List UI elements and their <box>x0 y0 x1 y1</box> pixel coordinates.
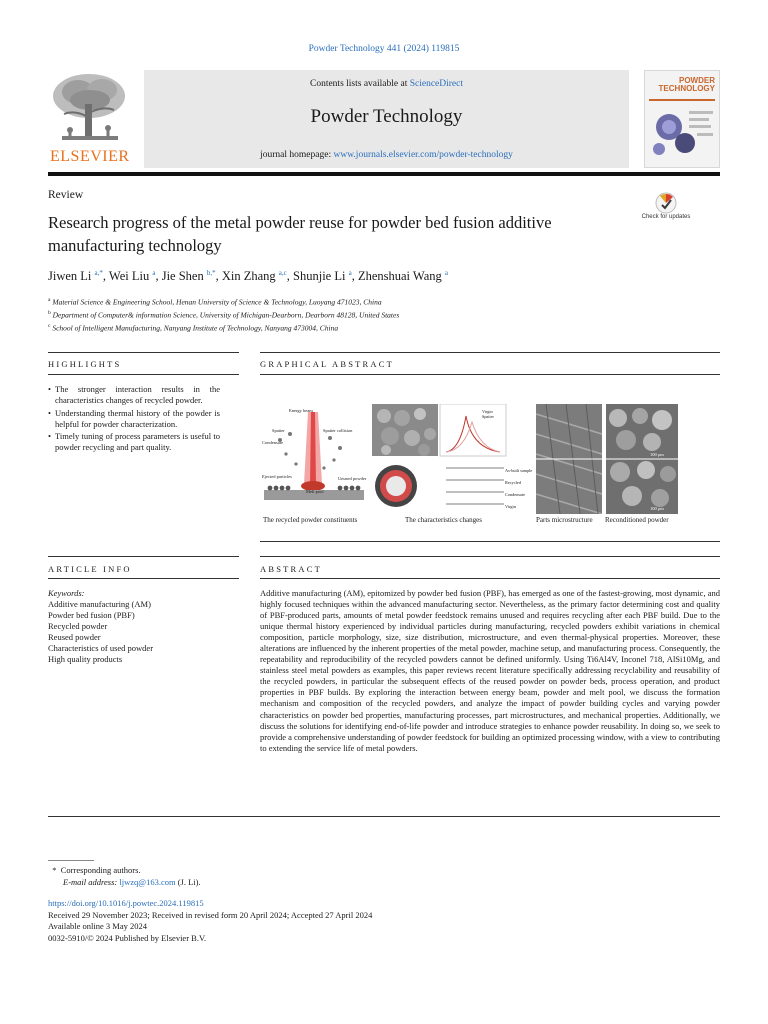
highlight-item: • Understanding thermal history of the powder is helpful for powder characterization. <box>48 408 220 431</box>
email-label: E-mail address: <box>63 877 118 887</box>
keywords-label: Keywords: <box>48 588 85 598</box>
label-energy-beam: Energy beam <box>289 408 313 413</box>
graphical-abstract-rule-bottom <box>260 541 720 542</box>
author[interactable]: Shunjie Li $^a$ <box>293 269 352 284</box>
cover-art-icon <box>645 71 719 167</box>
keyword[interactable]: Characteristics of used powder <box>48 643 154 653</box>
legend-item: Spatter <box>482 414 494 419</box>
author[interactable]: Wei Liu $^a$ <box>108 269 156 284</box>
cover-title-line2: TECHNOLOGY <box>658 84 715 93</box>
abstract-text: Additive manufacturing (AM), epitomized by powder bed fusion (PBF), has emerged as one of the fastest-growing, most dynamic, and highly focused techniques within the advanced manufacturing sector. Nevertheless, as the primary factor determining cost and quality of PBF-produced parts, amounts of metal powder feedstock remains unused and requires recycling after each PBF build. Due to the unique thermal history experienced by individual particles during manufacturing, recycled powders exhibit variations in chemical composition, particle morphology, size, size distribution, microstructure, and even thermal-physical properties. Moreover, these alterations are influenced by the inherent properties of the metal powder, machine setup, and manufacturing process. Consequently, the repeatability and reproducibility of the recycled powders cannot be defined uniformly. Using Ti6Al4V, Inconel 718, AlSi10Mg, and stainless steel metal powders as examples, this paper reviews recent literature specifically addressing recyclability and reusability of the recycled powders, in particular the subsequent effects of the reused powder on powder beds, process operation, and product properties in PBF builds. By exploring the interaction between energy beam, powder and melt pool, we discuss the formation mechanism and composition of the recycled powders, and analyze the impact of powder building cycles and varying powder characteristics on powder bed properties, manufacturing processes, part microstructures, and mechanical properties. Additionally, we discuss the solutions for identifying end-of-life powder and introduce strategies to enhance powder reusability. In doing so, we seek to provide a comprehensive understanding of powder feedstock for building an optimized processing window, with a view to contributing to extending the service life of metal powders. <box>260 588 720 753</box>
graphical-abstract-heading: GRAPHICAL ABSTRACT <box>260 359 394 369</box>
article-type: Review <box>48 189 84 201</box>
highlights-list <box>48 384 220 455</box>
process-schematic-icon <box>260 404 368 514</box>
ga-caption: The characteristics changes <box>405 516 482 524</box>
label-melt-pool: Melt pool <box>306 489 324 494</box>
label-spatter: Spatter <box>272 428 285 433</box>
scale-bar-label: 100 μm <box>650 452 664 457</box>
article-info-heading: ARTICLE INFO <box>48 564 132 574</box>
journal-masthead <box>48 70 720 168</box>
available-online: Available online 3 May 2024 <box>48 921 147 932</box>
cover-title-line1: POWDER <box>679 76 715 85</box>
abstract-heading: ABSTRACT <box>260 564 322 574</box>
highlight-item: • Timely tuning of process parameters is useful to powder recycling and part quality. <box>48 431 220 454</box>
author[interactable]: Xin Zhang $^{a,c}$ <box>221 269 287 284</box>
graphical-abstract-figure[interactable] <box>260 404 678 528</box>
label-spatter-collision: Spatter collision <box>323 428 353 433</box>
keyword[interactable]: High quality products <box>48 654 123 664</box>
keyword[interactable]: Additive manufacturing (AM) <box>48 599 151 609</box>
author[interactable]: Jie Shen $^{b,*}$ <box>161 269 216 284</box>
label-ejected-particles: Ejected particles <box>262 474 292 479</box>
highlights-rule <box>48 374 239 375</box>
copyright: 0032-5910/© 2024 Published by Elsevier B.V. <box>48 932 207 943</box>
doi-link[interactable]: https://doi.org/10.1016/j.powtec.2024.119815 <box>48 898 204 908</box>
affiliation: $^c$ School of Intelligent Manufacturing, Nanyang Institute of Technology, Nanyang 473004, China <box>48 323 339 333</box>
keywords-block <box>48 588 228 665</box>
abstract-rule <box>260 578 720 579</box>
email-link[interactable]: ljwzq@163.com <box>119 877 176 887</box>
keyword[interactable]: Reused powder <box>48 632 101 642</box>
contents-prefix: Contents lists available at <box>309 79 410 89</box>
legend-item: Virgin <box>482 409 493 414</box>
journal-name[interactable]: Powder Technology <box>310 106 463 127</box>
received-dates: Received 29 November 2023; Received in revised form 20 April 2024; Accepted 27 April 2024 <box>48 909 373 920</box>
author-list: Jiwen Li $^{a,*}$, Wei Liu $^a$, Jie Shen $^{b,*}$, Xin Zhang $^{a,c}$, Shunjie Li $^a$, Zhenshuai Wang $^a$ <box>48 269 448 284</box>
characteristics-panel-icon <box>372 404 506 514</box>
abstract-rule-top <box>260 556 720 557</box>
affiliation: $^b$ Department of Computer& information Science, University of Michigan-Dearborn, Dearborn 48128, United States <box>48 310 400 320</box>
publisher-wordmark: ELSEVIER <box>50 148 130 165</box>
scale-bar-label: 100 μm <box>650 506 664 511</box>
elsevier-logo[interactable] <box>48 70 130 168</box>
masthead-rule <box>48 172 720 176</box>
xrd-line-label: As-built sample <box>505 468 533 473</box>
author[interactable]: Jiwen Li $^{a,*}$ <box>48 269 103 284</box>
journal-reference[interactable]: Powder Technology 441 (2024) 119815 <box>308 44 460 54</box>
tree-logo-icon <box>48 70 130 148</box>
microstructure-panel-icon <box>536 404 602 514</box>
xrd-line-label: Condensate <box>505 492 526 497</box>
footnote-rule <box>48 860 94 861</box>
keyword[interactable]: Powder bed fusion (PBF) <box>48 610 135 620</box>
corresponding-note: * Corresponding authors. <box>52 865 141 875</box>
reconditioned-powder-panel-icon <box>606 404 678 514</box>
graphical-abstract-art <box>260 404 678 514</box>
contents-line <box>144 79 629 89</box>
article-info-rule <box>48 578 239 579</box>
article-title: Research progress of the metal powder reuse for powder bed fusion additive manufacturing technology <box>48 213 552 255</box>
publication-info <box>48 898 372 944</box>
psd-legend <box>482 409 494 419</box>
homepage-line <box>144 150 629 160</box>
highlight-item: • The stronger interaction results in the characteristics changes of recycled powder. <box>48 384 220 407</box>
email-suffix: (J. Li). <box>175 877 201 887</box>
homepage-link[interactable]: www.journals.elsevier.com/powder-technology <box>333 150 513 160</box>
journal-banner <box>144 70 629 168</box>
highlights-rule-top <box>48 352 239 353</box>
keyword[interactable]: Recycled powder <box>48 621 108 631</box>
xrd-line-label: Virgin <box>505 504 516 509</box>
sciencedirect-link[interactable]: ScienceDirect <box>409 79 463 89</box>
graphical-abstract-rule-top <box>260 352 720 353</box>
label-unused-powder: Unused powder <box>338 476 367 481</box>
xrd-line-label: Recycled <box>505 480 521 485</box>
label-condensate: Condensate <box>262 440 283 445</box>
article-info-rule-top <box>48 556 239 557</box>
ga-caption: Reconditioned powder <box>605 516 669 524</box>
check-for-updates-icon[interactable] <box>646 191 686 231</box>
ga-caption: The recycled powder constituents <box>263 516 358 524</box>
abstract-rule-bottom <box>48 816 720 817</box>
author[interactable]: Zhenshuai Wang $^a$ <box>357 269 448 284</box>
footnotes <box>48 864 201 888</box>
check-for-updates-label[interactable]: Check for updates <box>641 214 691 220</box>
graphical-abstract-rule <box>260 374 720 375</box>
homepage-prefix: journal homepage: <box>260 150 334 160</box>
xrd-labels <box>505 465 532 513</box>
ga-caption: Parts microstructure <box>536 516 593 524</box>
highlights-heading: HIGHLIGHTS <box>48 359 122 369</box>
affiliations <box>48 295 399 334</box>
affiliation: $^a$ Material Science & Engineering School, Henan University of Science & Technology, Luoyang 471023, China <box>48 297 382 307</box>
email-note <box>48 876 201 888</box>
journal-cover-thumbnail[interactable] <box>644 70 720 168</box>
